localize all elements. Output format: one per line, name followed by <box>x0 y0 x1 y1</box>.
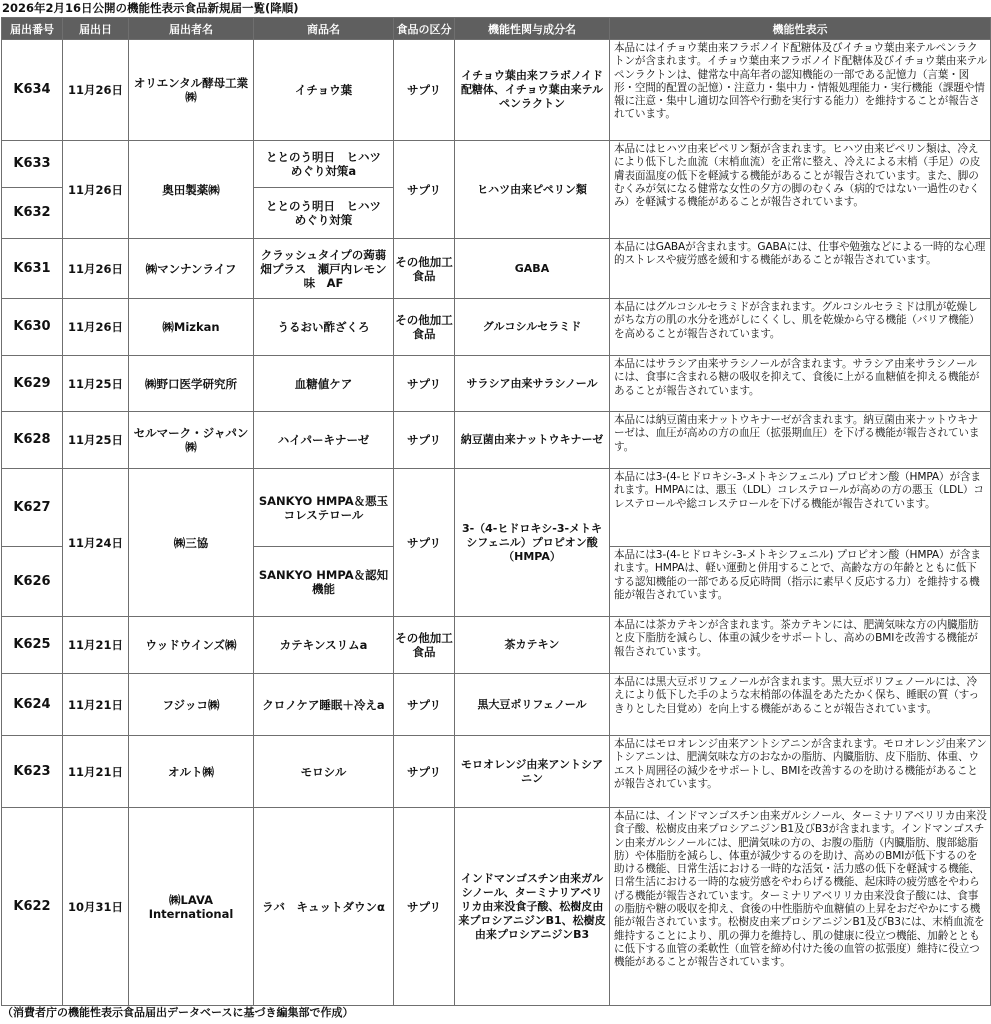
cell-claim: 本品にはグルコシルセラミドが含まれます。グルコシルセラミドは肌が乾燥しがちな方の肌の水分を逃がしにくくし、肌を乾燥から守る機能（バリア機能）を高めることが報告されています。 <box>610 299 991 356</box>
cell-no: K630 <box>2 299 63 356</box>
cell-no: K634 <box>2 40 63 141</box>
cell-ingredient: 3-（4-ヒドロキシ-3-メトキシフェニル）プロピオン酸（HMPA） <box>455 469 610 617</box>
cell-applicant: オルト㈱ <box>129 736 254 808</box>
cell-date: 11月21日 <box>63 617 129 674</box>
functional-food-table <box>1 17 991 1006</box>
cell-date: 11月21日 <box>63 674 129 736</box>
cell-date: 11月26日 <box>63 141 129 239</box>
cell-applicant: ㈱LAVA International <box>129 808 254 1006</box>
cell-claim: 本品にはサラシア由来サラシノールが含まれます。サラシア由来サラシノールには、食事に含まれる糖の吸収を抑えて、食後に上がる血糖値を抑える機能があることが報告されています。 <box>610 356 991 412</box>
cell-no: K622 <box>2 808 63 1006</box>
cell-no: K632 <box>2 188 63 239</box>
cell-no: K629 <box>2 356 63 412</box>
header-category: 食品の区分 <box>394 18 455 40</box>
table-row <box>2 617 991 674</box>
cell-claim: 本品にはヒハツ由来ピペリン類が含まれます。ヒハツ由来ピペリン類は、冷えにより低下した血流（末梢血流）を正常に整え、冷えによる末梢（手足）の皮膚表面温度の低下を軽減する機能があることが報告されています。また、脚のむくみが気になる健常な女性の夕方の脚のむくみ（病的ではない一過性のむくみ）を軽減する機能があることが報告されています。 <box>610 141 991 239</box>
cell-applicant: オリエンタル酵母工業㈱ <box>129 40 254 141</box>
cell-claim: 本品には黒大豆ポリフェノールが含まれます。黒大豆ポリフェノールには、冷えにより低下した手のような末梢部の体温をあたたかく保ち、睡眠の質（すっきりとした目覚め）を向上する機能があることが報告されています。 <box>610 674 991 736</box>
cell-product: うるおい酢ざくろ <box>254 299 394 356</box>
table-row <box>2 412 991 469</box>
cell-claim: 本品には茶カテキンが含まれます。茶カテキンには、肥満気味な方の内臓脂肪と皮下脂肪を減らし、体重の減少をサポートし、高めのBMIを改善する機能が報告されています。 <box>610 617 991 674</box>
table-row <box>2 736 991 808</box>
cell-claim: 本品には納豆菌由来ナットウキナーゼが含まれます。納豆菌由来ナットウキナーゼは、血圧が高めの方の血圧（拡張期血圧）を下げる機能が報告されています。 <box>610 412 991 469</box>
source-footnote: （消費者庁の機能性表示食品届出データベースに基づき編集部で作成） <box>2 1006 354 1019</box>
cell-ingredient: サラシア由来サラシノール <box>455 356 610 412</box>
cell-date: 11月26日 <box>63 239 129 299</box>
cell-category: サプリ <box>394 808 455 1006</box>
table-header-row <box>2 18 991 40</box>
cell-ingredient: 茶カテキン <box>455 617 610 674</box>
cell-ingredient: モロオレンジ由来アントシアニン <box>455 736 610 808</box>
cell-category: サプリ <box>394 141 455 239</box>
cell-date: 11月24日 <box>63 469 129 617</box>
cell-claim: 本品にはGABAが含まれます。GABAには、仕事や勉強などによる一時的な心理的ストレスや疲労感を緩和する機能があることが報告されています。 <box>610 239 991 299</box>
cell-date: 11月25日 <box>63 412 129 469</box>
cell-ingredient: インドマンゴスチン由来ガルシノール、ターミナリアベリリカ由来没食子酸、松樹皮由来プロシアニジンB1、松樹皮由来プロシアニジンB3 <box>455 808 610 1006</box>
cell-applicant: ウッドウインズ㈱ <box>129 617 254 674</box>
table-row <box>2 239 991 299</box>
cell-product: SANKYO HMPA＆悪玉コレステロール <box>254 469 394 547</box>
cell-ingredient: GABA <box>455 239 610 299</box>
cell-product: ハイパーキナーゼ <box>254 412 394 469</box>
cell-product: SANKYO HMPA＆認知機能 <box>254 547 394 617</box>
cell-date: 11月26日 <box>63 299 129 356</box>
cell-category: その他加工食品 <box>394 239 455 299</box>
header-no: 届出番号 <box>2 18 63 40</box>
cell-category: サプリ <box>394 469 455 617</box>
header-claim: 機能性表示 <box>610 18 991 40</box>
cell-product: ラバ キュットダウンα <box>254 808 394 1006</box>
header-ingredient: 機能性関与成分名 <box>455 18 610 40</box>
table-row <box>2 40 991 141</box>
cell-applicant: セルマーク・ジャパン㈱ <box>129 412 254 469</box>
cell-category: サプリ <box>394 40 455 141</box>
cell-ingredient: グルコシルセラミド <box>455 299 610 356</box>
cell-product: カテキンスリムa <box>254 617 394 674</box>
cell-category: その他加工食品 <box>394 617 455 674</box>
cell-ingredient: 黒大豆ポリフェノール <box>455 674 610 736</box>
cell-applicant: フジッコ㈱ <box>129 674 254 736</box>
cell-no: K628 <box>2 412 63 469</box>
cell-claim: 本品には3-(4-ヒドロキシ-3-メトキシフェニル) プロピオン酸（HMPA）が含まれます。HMPAは、軽い運動と併用することで、高齢な方の年齢とともに低下する認知機能の一部である反応時間（指示に素早く反応する力）を維持する機能が報告されています。 <box>610 547 991 617</box>
table-row <box>2 141 991 188</box>
cell-date: 10月31日 <box>63 808 129 1006</box>
cell-no: K627 <box>2 469 63 547</box>
cell-no: K623 <box>2 736 63 808</box>
cell-ingredient: 納豆菌由来ナットウキナーゼ <box>455 412 610 469</box>
cell-product: クラッシュタイプの蒟蒻畑プラス 瀬戸内レモン味 AF <box>254 239 394 299</box>
cell-claim: 本品にはモロオレンジ由来アントシアニンが含まれます。モロオレンジ由来アントシアニンは、肥満気味な方のおなかの脂肪、内臓脂肪、皮下脂肪、体重、ウエスト周囲径の減少をサポートし、BMIを改善するのを助ける機能があることが報告されています。 <box>610 736 991 808</box>
cell-ingredient: ヒハツ由来ピペリン類 <box>455 141 610 239</box>
table-row <box>2 469 991 547</box>
cell-category: サプリ <box>394 674 455 736</box>
cell-category: サプリ <box>394 736 455 808</box>
cell-applicant: ㈱Mizkan <box>129 299 254 356</box>
cell-product: イチョウ葉 <box>254 40 394 141</box>
cell-applicant: ㈱三協 <box>129 469 254 617</box>
cell-category: その他加工食品 <box>394 299 455 356</box>
cell-date: 11月21日 <box>63 736 129 808</box>
cell-no: K626 <box>2 547 63 617</box>
cell-product: 血糖値ケア <box>254 356 394 412</box>
cell-no: K631 <box>2 239 63 299</box>
page-title: 2026年2月16日公開の機能性表示食品新規届一覧(降順) <box>2 1 299 15</box>
cell-category: サプリ <box>394 412 455 469</box>
cell-category: サプリ <box>394 356 455 412</box>
table-row <box>2 674 991 736</box>
cell-claim: 本品には3-(4-ヒドロキシ-3-メトキシフェニル) プロピオン酸（HMPA）が含まれます。HMPAには、悪玉（LDL）コレステロールが高めの方の悪玉（LDL）コレステロールや総コレステロールを下げる機能が報告されています。 <box>610 469 991 547</box>
cell-product: モロシル <box>254 736 394 808</box>
header-date: 届出日 <box>63 18 129 40</box>
cell-claim: 本品にはイチョウ葉由来フラボノイド配糖体及びイチョウ葉由来テルペンラクトンが含まれます。イチョウ葉由来フラボノイド配糖体及びイチョウ葉由来テルペンラクトンは、健常な中高年者の認知機能の一部である記憶力（言葉・図形・空間的配置の記憶）・注意力・集中力・情報処理能力・実行機能（課題や情報に注意・集中し適切な回答や行動を実行する能力）を維持することが報告されています。 <box>610 40 991 141</box>
header-applicant: 届出者名 <box>129 18 254 40</box>
cell-product: クロノケア睡眠＋冷えa <box>254 674 394 736</box>
table-row <box>2 299 991 356</box>
cell-date: 11月25日 <box>63 356 129 412</box>
cell-applicant: ㈱野口医学研究所 <box>129 356 254 412</box>
table-row <box>2 356 991 412</box>
cell-applicant: ㈱マンナンライフ <box>129 239 254 299</box>
cell-no: K633 <box>2 141 63 188</box>
header-product: 商品名 <box>254 18 394 40</box>
cell-applicant: 奥田製薬㈱ <box>129 141 254 239</box>
cell-product: ととのう明日 ヒハツ めぐり対策 <box>254 188 394 239</box>
cell-ingredient: イチョウ葉由来フラボノイド配糖体、イチョウ葉由来テルペンラクトン <box>455 40 610 141</box>
cell-no: K625 <box>2 617 63 674</box>
cell-claim: 本品には、インドマンゴスチン由来ガルシノール、ターミナリアベリリカ由来没食子酸、松樹皮由来プロシアニジンB1及びB3が含まれます。インドマンゴスチン由来ガルシノールには、肥満気味の方の、お腹の脂肪（内臓脂肪、腹部総脂肪）や体脂肪を減らし、体重が減少するのを助け、高めのBMIが低下するのを助ける機能、日常生活における一時的な活気・活力感の低下を軽減する機能、日常生活における一時的な疲労感をやわらげる機能、起床時の疲労感をやわらげる機能が報告されています。ターミナリアベリリカ由来没食子酸には、食事の脂肪や糖の吸収を抑え、食後の中性脂肪や血糖値の上昇をおだやかにする機能が報告されています。松樹皮由来プロシアニジンB1及びB3には、末梢血流を維持することにより、肌の弾力を維持し、肌の健康に役立つ機能、加齢とともに低下する血管の柔軟性（血管を締め付けた後の血管の拡張度）維持に役立つ機能があることが報告されています。 <box>610 808 991 1006</box>
cell-no: K624 <box>2 674 63 736</box>
table-row <box>2 808 991 1006</box>
cell-date: 11月26日 <box>63 40 129 141</box>
cell-product: ととのう明日 ヒハツ めぐり対策a <box>254 141 394 188</box>
